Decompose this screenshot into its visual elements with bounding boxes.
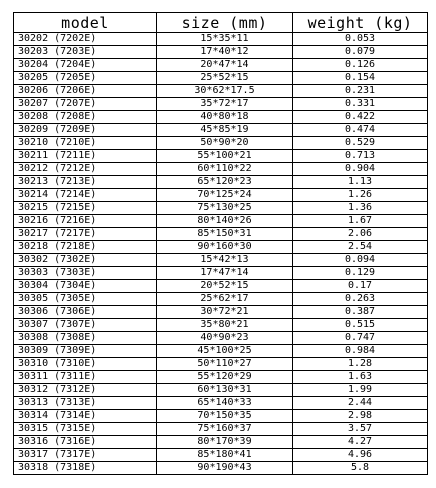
cell-model: 30314 (7314E) xyxy=(14,410,157,423)
cell-weight: 2.06 xyxy=(293,228,428,241)
table-row xyxy=(14,189,428,202)
table-row xyxy=(14,215,428,228)
table-row xyxy=(14,241,428,254)
table-row xyxy=(14,332,428,345)
cell-weight: 0.984 xyxy=(293,345,428,358)
cell-model: 30306 (7306E) xyxy=(14,306,157,319)
table-row xyxy=(14,98,428,111)
table-body xyxy=(14,33,428,475)
cell-model: 30313 (7313E) xyxy=(14,397,157,410)
cell-size: 65*120*23 xyxy=(157,176,293,189)
cell-weight: 2.54 xyxy=(293,241,428,254)
cell-size: 50*110*27 xyxy=(157,358,293,371)
cell-weight: 1.13 xyxy=(293,176,428,189)
cell-weight: 0.17 xyxy=(293,280,428,293)
cell-size: 17*47*14 xyxy=(157,267,293,280)
cell-size: 35*80*21 xyxy=(157,319,293,332)
cell-model: 30213 (7213E) xyxy=(14,176,157,189)
header-row xyxy=(14,13,428,33)
table-row xyxy=(14,202,428,215)
table-row xyxy=(14,72,428,85)
cell-weight: 1.99 xyxy=(293,384,428,397)
table-row xyxy=(14,176,428,189)
cell-weight: 0.263 xyxy=(293,293,428,306)
cell-weight: 0.053 xyxy=(293,33,428,46)
cell-model: 30207 (7207E) xyxy=(14,98,157,111)
cell-model: 30212 (7212E) xyxy=(14,163,157,176)
cell-weight: 0.126 xyxy=(293,59,428,72)
table-row xyxy=(14,449,428,462)
cell-weight: 4.96 xyxy=(293,449,428,462)
cell-model: 30214 (7214E) xyxy=(14,189,157,202)
cell-model: 30316 (7316E) xyxy=(14,436,157,449)
cell-weight: 1.63 xyxy=(293,371,428,384)
cell-model: 30302 (7302E) xyxy=(14,254,157,267)
table-row xyxy=(14,423,428,436)
cell-model: 30309 (7309E) xyxy=(14,345,157,358)
cell-weight: 0.231 xyxy=(293,85,428,98)
cell-weight: 2.44 xyxy=(293,397,428,410)
table-row xyxy=(14,345,428,358)
table-row xyxy=(14,397,428,410)
table-row xyxy=(14,462,428,475)
cell-size: 40*80*18 xyxy=(157,111,293,124)
table-row xyxy=(14,150,428,163)
bearing-spec-table-container xyxy=(13,12,428,475)
cell-weight: 5.8 xyxy=(293,462,428,475)
cell-model: 30311 (7311E) xyxy=(14,371,157,384)
cell-size: 25*62*17 xyxy=(157,293,293,306)
cell-size: 70*125*24 xyxy=(157,189,293,202)
table-row xyxy=(14,280,428,293)
cell-weight: 0.474 xyxy=(293,124,428,137)
cell-model: 30215 (7215E) xyxy=(14,202,157,215)
table-row xyxy=(14,163,428,176)
cell-model: 30216 (7216E) xyxy=(14,215,157,228)
cell-model: 30210 (7210E) xyxy=(14,137,157,150)
cell-weight: 0.422 xyxy=(293,111,428,124)
cell-model: 30205 (7205E) xyxy=(14,72,157,85)
table-row xyxy=(14,371,428,384)
column-header-model: model xyxy=(14,13,157,33)
cell-model: 30307 (7307E) xyxy=(14,319,157,332)
cell-size: 90*160*30 xyxy=(157,241,293,254)
table-row xyxy=(14,358,428,371)
cell-size: 25*52*15 xyxy=(157,72,293,85)
cell-model: 30209 (7209E) xyxy=(14,124,157,137)
cell-size: 55*100*21 xyxy=(157,150,293,163)
cell-size: 30*62*17.5 xyxy=(157,85,293,98)
cell-size: 80*140*26 xyxy=(157,215,293,228)
cell-weight: 0.904 xyxy=(293,163,428,176)
cell-size: 55*120*29 xyxy=(157,371,293,384)
cell-size: 90*190*43 xyxy=(157,462,293,475)
cell-weight: 0.713 xyxy=(293,150,428,163)
column-header-size: size (mm) xyxy=(157,13,293,33)
cell-model: 30315 (7315E) xyxy=(14,423,157,436)
cell-model: 30305 (7305E) xyxy=(14,293,157,306)
table-row xyxy=(14,33,428,46)
table-row xyxy=(14,228,428,241)
cell-model: 30310 (7310E) xyxy=(14,358,157,371)
cell-weight: 0.154 xyxy=(293,72,428,85)
cell-size: 20*52*15 xyxy=(157,280,293,293)
table-row xyxy=(14,85,428,98)
cell-weight: 0.747 xyxy=(293,332,428,345)
cell-size: 30*72*21 xyxy=(157,306,293,319)
cell-size: 80*170*39 xyxy=(157,436,293,449)
cell-size: 50*90*20 xyxy=(157,137,293,150)
table-row xyxy=(14,111,428,124)
cell-model: 30308 (7308E) xyxy=(14,332,157,345)
cell-model: 30217 (7217E) xyxy=(14,228,157,241)
cell-weight: 0.129 xyxy=(293,267,428,280)
cell-weight: 0.529 xyxy=(293,137,428,150)
cell-size: 17*40*12 xyxy=(157,46,293,59)
table-header xyxy=(14,13,428,33)
column-header-weight: weight (kg) xyxy=(293,13,428,33)
cell-size: 75*130*25 xyxy=(157,202,293,215)
cell-model: 30203 (7203E) xyxy=(14,46,157,59)
cell-weight: 0.515 xyxy=(293,319,428,332)
cell-size: 35*72*17 xyxy=(157,98,293,111)
cell-model: 30304 (7304E) xyxy=(14,280,157,293)
cell-size: 75*160*37 xyxy=(157,423,293,436)
cell-model: 30218 (7218E) xyxy=(14,241,157,254)
cell-weight: 1.26 xyxy=(293,189,428,202)
cell-model: 30303 (7303E) xyxy=(14,267,157,280)
cell-size: 45*85*19 xyxy=(157,124,293,137)
cell-weight: 1.67 xyxy=(293,215,428,228)
table-row xyxy=(14,410,428,423)
cell-model: 30318 (7318E) xyxy=(14,462,157,475)
table-row xyxy=(14,319,428,332)
cell-weight: 1.36 xyxy=(293,202,428,215)
cell-size: 60*130*31 xyxy=(157,384,293,397)
table-row xyxy=(14,124,428,137)
cell-weight: 0.094 xyxy=(293,254,428,267)
cell-weight: 0.387 xyxy=(293,306,428,319)
table-row xyxy=(14,46,428,59)
cell-model: 30202 (7202E) xyxy=(14,33,157,46)
cell-size: 15*35*11 xyxy=(157,33,293,46)
table-row xyxy=(14,267,428,280)
cell-model: 30208 (7208E) xyxy=(14,111,157,124)
cell-size: 45*100*25 xyxy=(157,345,293,358)
bearing-spec-table xyxy=(13,12,428,475)
cell-size: 85*150*31 xyxy=(157,228,293,241)
cell-size: 15*42*13 xyxy=(157,254,293,267)
cell-model: 30317 (7317E) xyxy=(14,449,157,462)
cell-weight: 0.331 xyxy=(293,98,428,111)
cell-model: 30204 (7204E) xyxy=(14,59,157,72)
table-row xyxy=(14,293,428,306)
table-row xyxy=(14,306,428,319)
cell-model: 30206 (7206E) xyxy=(14,85,157,98)
table-row xyxy=(14,254,428,267)
cell-size: 85*180*41 xyxy=(157,449,293,462)
cell-model: 30211 (7211E) xyxy=(14,150,157,163)
cell-model: 30312 (7312E) xyxy=(14,384,157,397)
cell-weight: 4.27 xyxy=(293,436,428,449)
table-row xyxy=(14,384,428,397)
table-row xyxy=(14,436,428,449)
cell-size: 20*47*14 xyxy=(157,59,293,72)
table-row xyxy=(14,59,428,72)
cell-weight: 1.28 xyxy=(293,358,428,371)
cell-size: 40*90*23 xyxy=(157,332,293,345)
cell-weight: 0.079 xyxy=(293,46,428,59)
cell-size: 70*150*35 xyxy=(157,410,293,423)
cell-size: 60*110*22 xyxy=(157,163,293,176)
cell-size: 65*140*33 xyxy=(157,397,293,410)
table-row xyxy=(14,137,428,150)
cell-weight: 3.57 xyxy=(293,423,428,436)
cell-weight: 2.98 xyxy=(293,410,428,423)
